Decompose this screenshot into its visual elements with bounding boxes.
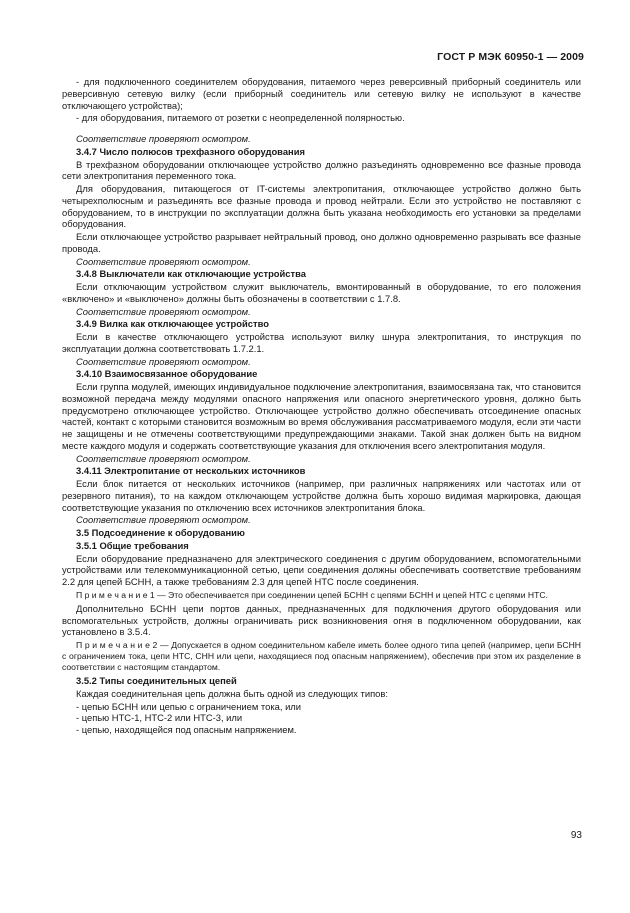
paragraph: Дополнительно БСНН цепи портов данных, предназначенных для подключения другого оборудования или вспомогательных устройств, должны ограничивать риск возникновения огня в подключенном оборудовании, как установлено в 3.5.4. xyxy=(62,602,581,638)
section-heading-3-5-2: 3.5.2 Типы соединительных цепей xyxy=(76,675,237,686)
list-item: - цепью НТС-1, НТС-2 или НТС-3, или xyxy=(76,712,243,724)
note-2: П р и м е ч а н и е 2 — Допускается в одном соединительном кабеле иметь более одного типа цепей (например, цепи БСНН с ограничением тока, цепи НТС, СНН или цепи, находящиеся под опасным напряжением), обеспечив при этом их разделение в соответствии с настоящим стандартом. xyxy=(62,640,581,672)
paragraph: В трехфазном оборудовании отключающее устройство должно разъединять одновременно все фазные провода сети электропитания переменного тока. xyxy=(62,158,581,182)
compliance-note: Соответствие проверяют осмотром. xyxy=(76,255,251,267)
document-header: ГОСТ Р МЭК 60950-1 — 2009 xyxy=(437,51,584,63)
section-heading-3-4-9: 3.4.9 Вилка как отключающее устройство xyxy=(76,318,269,330)
paragraph: Если отключающее устройство разрывает нейтральный провод, оно должно одновременно разрывать все фазные провода. xyxy=(62,231,581,254)
paragraph: - для оборудования, питаемого от розетки с неопределенной полярностью. xyxy=(76,112,405,124)
paragraph: Если блок питается от нескольких источников (например, при различных напряжениях или частотах или от резервного питания), то на каждом отключающем устройстве должна быть хорошо видимая маркировка, дающая соответствующие указания по отключению всех источников электропитания блока. xyxy=(62,478,581,513)
compliance-note: Соответствие проверяют осмотром. xyxy=(76,355,251,367)
section-heading-3-4-10: 3.4.10 Взаимосвязанное оборудование xyxy=(76,368,258,380)
paragraph: Каждая соединительная цепь должна быть одной из следующих типов: xyxy=(76,687,388,699)
spacer xyxy=(62,125,581,133)
list-item: - цепью БСНН или цепью с ограничением тока, или xyxy=(76,700,302,712)
paragraph: - для подключенного соединителем оборудования, питаемого через реверсивный приборный соединитель или реверсивную сетевую вилку (если приборный соединитель или сетевую вилку не используют в качестве отключающего устройства); xyxy=(62,76,581,111)
compliance-note: Соответствие проверяют осмотром. xyxy=(76,514,251,526)
paragraph: Для оборудования, питающегося от IT-системы электропитания, отключающее устройство должно быть четырехполюсным и разъединять все фазные провода и провод нейтрали. Если это устройство не поставляют с оборудованием, то в инструкции по эксплуатации должна быть указана необходимость его установки за пределами оборудования. xyxy=(62,183,581,230)
compliance-note: Соответствие проверяют осмотром. xyxy=(76,305,251,317)
paragraph: Если оборудование предназначено для электрического соединения с другим оборудованием, вспомогательными устройствами или телекоммуникационной сетью, цепи соединения должны обеспечивать соответствие требованиям 2.2 для цепей БСНН, а также требованиям 2.3 для цепей НТС после соединения. xyxy=(62,552,581,587)
paragraph: Если группа модулей, имеющих индивидуальное подключение электропитания, взаимосвязана так, что становится возможной передача между модулями опасного напряжения или опасного энергетического уровня, должно быть предусмотрено отключающее устройство. Отключающее устройство должно обеспечивать отсоединение опасных частей, контакт с которыми становится возможным во время обслуживания рассматриваемого модуля, если эти части не защищены и не отмечены соответствующими предупреждающими знаками. Такой знак должен быть на видном месте каждого модуля и содержать соответствующие указания для отключения всего электропитания модуля. xyxy=(62,381,581,451)
section-heading-3-4-7: 3.4.7 Число полюсов трехфазного оборудования xyxy=(76,145,305,157)
section-heading-3-4-8: 3.4.8 Выключатели как отключающие устройства xyxy=(76,268,306,280)
compliance-note: Соответствие проверяют осмотром. xyxy=(76,452,251,464)
list-item: - цепью, находящейся под опасным напряжением. xyxy=(76,724,297,735)
section-heading-3-5: 3.5 Подсоединение к оборудованию xyxy=(76,527,245,538)
section-heading-3-5-1: 3.5.1 Общие требования xyxy=(76,539,189,551)
section-heading-3-4-11: 3.4.11 Электропитание от нескольких источников xyxy=(76,465,306,477)
page-number: 93 xyxy=(570,830,582,841)
page-body xyxy=(62,76,581,736)
compliance-note: Соответствие проверяют осмотром. xyxy=(76,133,251,144)
paragraph: Если отключающим устройством служит выключатель, вмонтированный в оборудование, то его положения «включено» и «выключено» должны быть обозначены в соответствии с 1.7.8. xyxy=(62,281,581,304)
paragraph: Если в качестве отключающего устройства используют вилку шнура электропитания, то инструкция по эксплуатации должна соответствовать 1.7.2.1. xyxy=(62,331,581,354)
note-1: П р и м е ч а н и е 1 — Это обеспечивается при соединении цепей БСНН с цепями БСНН и цепей НТС с цепями НТС. xyxy=(76,589,548,600)
